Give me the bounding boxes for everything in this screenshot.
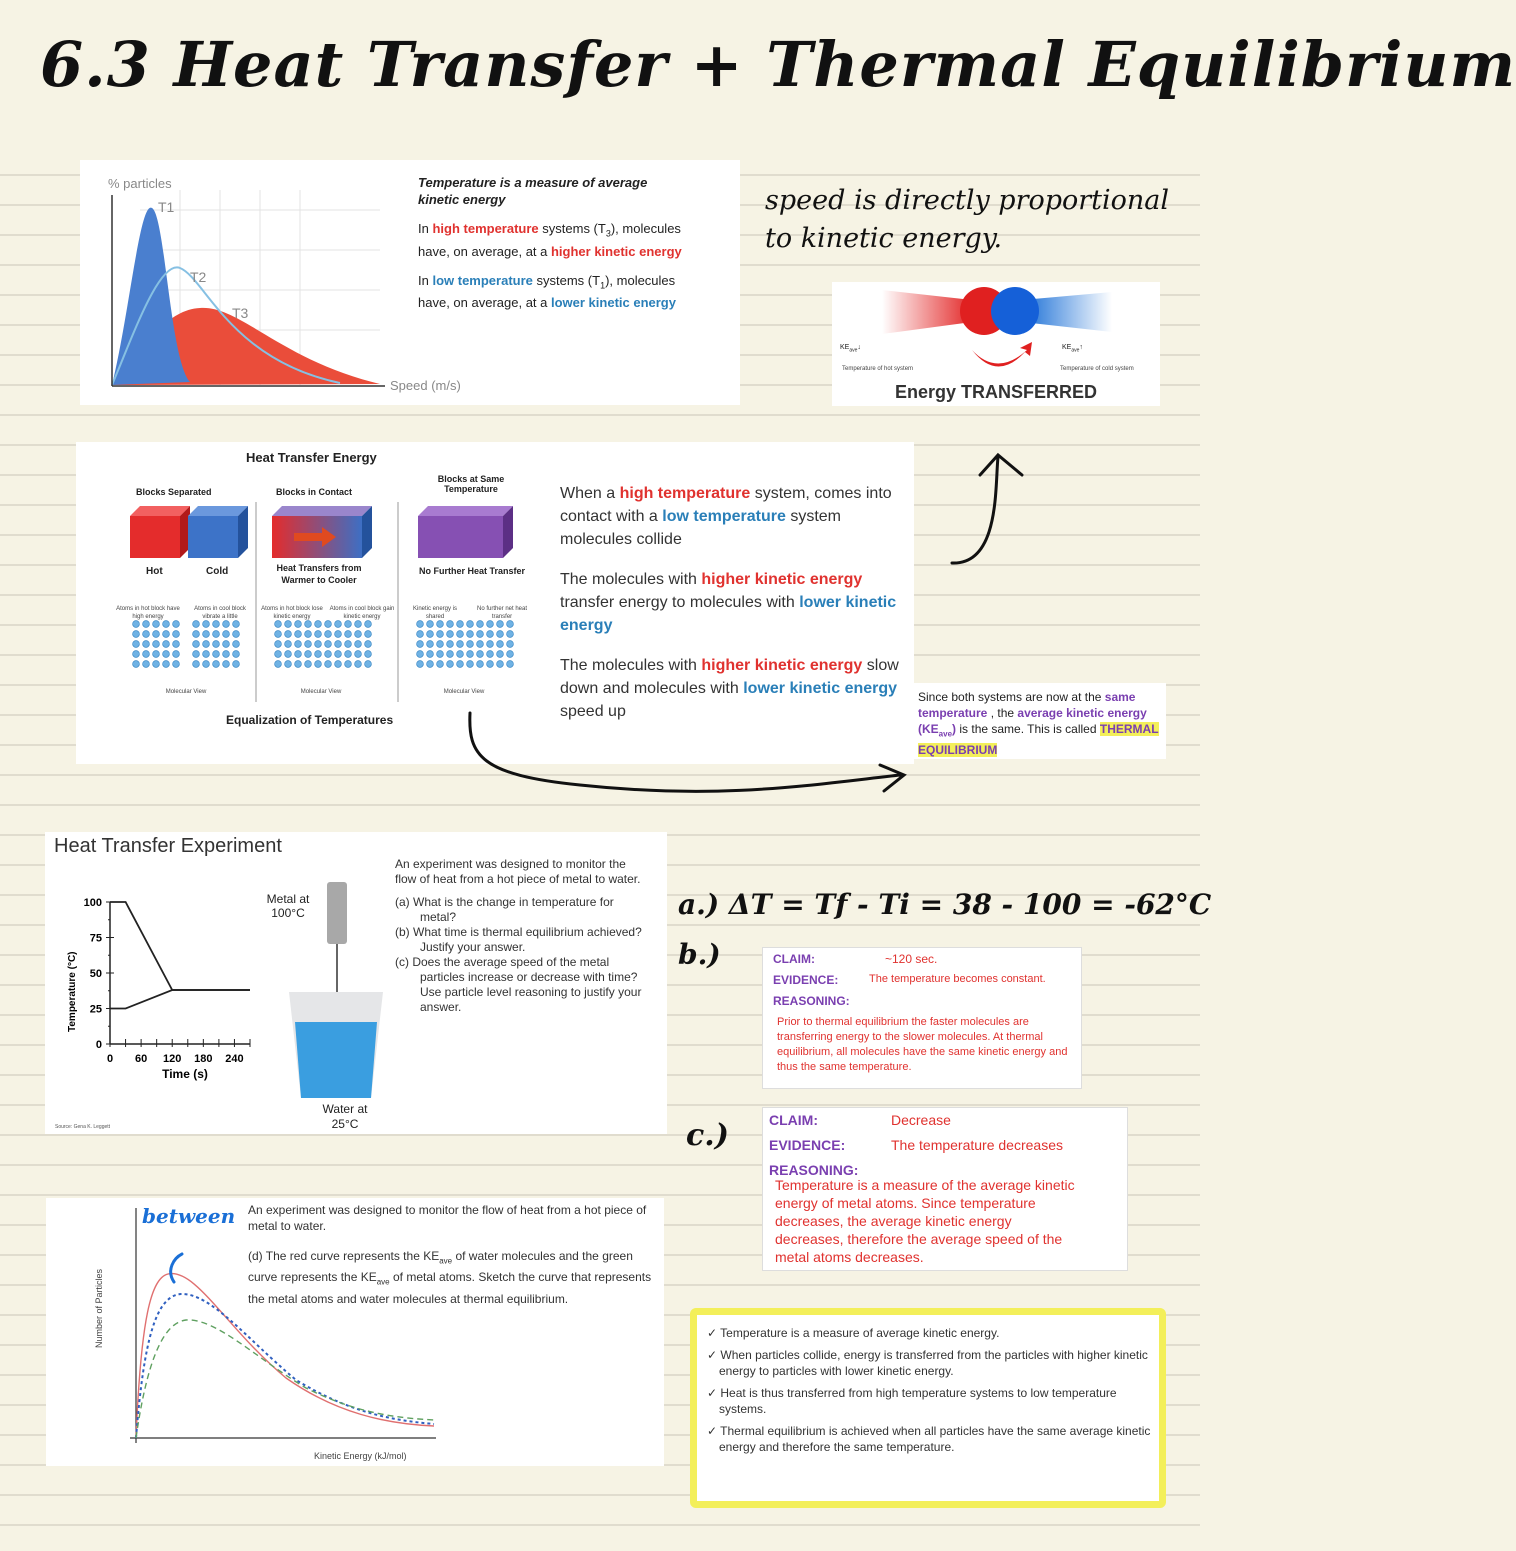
answer-a: a.) ΔT = Tf - Ti = 38 - 100 = -62°C [678, 888, 1212, 921]
atoms-note-2: Atoms in cool block vibrate a little [194, 606, 246, 620]
maxwell-boltzmann-graph [80, 160, 461, 405]
equilibrium-text: Since both systems are now at the same temperature , the average kinetic energy $(KE_{ave})$ is the same. This is called THERMAL EQUILIBRIUM [918, 690, 1159, 758]
metal-label: Metal at 100°C [266, 892, 310, 920]
cer-c-claim: Decrease [891, 1112, 951, 1128]
source-label: Source: Gena K. Leggett [55, 1124, 111, 1130]
chart-axes [110, 902, 250, 1044]
question-d: (d) The red curve represents the $KE_{ave}$ of water molecules and the green curve represents the $KE_{ave}$ of metal atoms. Sketch the curve that represents the metal atoms and water molecules at thermal equilibrium. [248, 1249, 652, 1306]
water-temperature-line [110, 990, 250, 1009]
thermal-equilibrium-note [912, 683, 1166, 759]
summary-item: ✓ When particles collide, energy is transferred from the particles with higher kinetic energy to particles with lower kinetic energy. [707, 1348, 1148, 1378]
slowdown-paragraph: The molecules with higher kinetic energy slow down and molecules with lower kinetic energy speed up [560, 657, 899, 720]
cold-system-label: Temperature of cold system [1060, 366, 1134, 372]
curve-label-t2: T2 [190, 269, 207, 285]
left-ke-label: $KE_{ave}↓$ [840, 344, 861, 354]
cer-b-evidence-label: EVIDENCE: [773, 973, 839, 987]
col2-caption: Heat Transfers from Warmer to Cooler [276, 563, 362, 585]
cer-b-box [762, 947, 1082, 1089]
y-tick-label: 25 [89, 1003, 102, 1016]
hand-arrow-right [460, 705, 920, 805]
curve-label-t3: T3 [232, 305, 249, 321]
atoms-note-6: No further net heat transfer [476, 606, 528, 620]
chart-x-label: Time (s) [162, 1067, 208, 1081]
y-tick-label: 50 [89, 968, 102, 980]
summary-item: ✓ Heat is thus transferred from high temperature systems to low temperature systems. [707, 1386, 1117, 1416]
col1-title: Blocks Separated [136, 487, 212, 497]
distribution-x-label: Kinetic Energy (kJ/mol) [314, 1451, 407, 1461]
molecular-view-3: Molecular View [443, 689, 485, 695]
cold-block [188, 516, 238, 558]
y-tick-label: 75 [89, 932, 102, 945]
cer-c-box [762, 1107, 1128, 1271]
equal-temperature-blocks [418, 516, 503, 558]
cer-c-claim-label: CLAIM: [769, 1112, 818, 1128]
hot-system-label: Temperature of hot system [842, 366, 914, 372]
cold-particle [991, 287, 1039, 335]
x-tick-label: 120 [163, 1053, 182, 1065]
summary-box [690, 1308, 1166, 1508]
cer-b-reasoning-label: REASONING: [773, 994, 850, 1008]
low-temp-text: In low temperature systems $(T_1)$, molecules have, on average, at a lower kinetic energy [418, 272, 676, 311]
collision-paragraph: When a high temperature system, comes into contact with a low temperature system molecules collide [560, 485, 892, 548]
x-tick-label: 240 [225, 1053, 244, 1065]
answer-c-label: c.) [686, 1118, 729, 1153]
cer-b-claim: ~120 sec. [885, 952, 938, 966]
y-tick-label: 0 [95, 1039, 102, 1051]
distribution-y-label: Number of Particles [94, 1268, 104, 1348]
heat-transfer-experiment-card [45, 832, 667, 1134]
transfer-arrow-icon [972, 342, 1032, 367]
hot-block [130, 516, 180, 558]
temperature-time-chart [55, 872, 255, 1112]
energy-transferred-card [832, 282, 1160, 406]
hand-arrow-up [940, 445, 1040, 575]
heat-transfer-title: Heat Transfer Energy [246, 450, 377, 465]
equilibrium-ke-curve [136, 1294, 434, 1438]
ke-graph-x-label: Speed (m/s) [390, 378, 461, 393]
col3-caption: No Further Heat Transfer [418, 566, 526, 576]
y-tick-label: 100 [83, 897, 102, 909]
x-tick-label: 60 [134, 1053, 148, 1065]
beaker-illustration [283, 876, 403, 1126]
experiment-title: Heat Transfer Experiment [54, 835, 282, 857]
x-tick-label: 180 [194, 1053, 213, 1065]
chart-y-label: Temperature (°C) [67, 951, 78, 1032]
question-c: (c) Does the average speed of the metal particles increase or decrease with time? Use particle level reasoning to justify your answer. [395, 955, 642, 1014]
atoms-note-5: Kinetic energy is shared [412, 606, 458, 620]
answer-b-label: b.) [678, 938, 721, 971]
equalization-caption: Equalization of Temperatures [226, 713, 394, 727]
summary-item: ✓ Thermal equilibrium is achieved when all particles have the same average kinetic energy and therefore the same temperature. [707, 1424, 1151, 1454]
metal-probe [327, 882, 347, 944]
handwritten-speed-note: speed is directly proportional to kinetic energy. [765, 185, 1170, 254]
metal-ke-curve [136, 1320, 434, 1438]
handwritten-between-note: between [142, 1204, 236, 1228]
water-label: Water at 25°C [322, 1102, 368, 1131]
page-title: 6.3 Heat Transfer + Thermal Equilibrium [40, 28, 1516, 101]
curve-label-t1: T1 [158, 199, 175, 215]
atoms-note-4: Atoms in cool block gain kinetic energy [329, 606, 395, 620]
cer-c-evidence-label: EVIDENCE: [769, 1137, 846, 1153]
cer-c-reasoning: Temperature is a measure of the average kinetic energy of metal atoms. Since temperature decreases, the average kinetic energy decreases, therefore the average speed of the metal atoms decreases. [775, 1177, 1075, 1265]
question-b: (b) What time is thermal equilibrium achieved? Justify your answer. [395, 925, 642, 954]
ke-graph-heading: Temperature is a measure of average kinetic energy [418, 175, 648, 207]
energy-transferred-label: Energy TRANSFERRED [894, 382, 1098, 402]
distribution-intro: An experiment was designed to monitor the flow of heat from a hot piece of metal to water. [248, 1203, 647, 1233]
atoms-note-3: Atoms in hot block lose kinetic energy [261, 606, 323, 620]
x-tick-label: 0 [106, 1053, 114, 1065]
high-temp-text: In high temperature systems $(T_3)$, molecules have, on average, at a higher kinetic energy [418, 221, 682, 259]
col2-title: Blocks in Contact [276, 487, 353, 497]
atoms-note-1: Atoms in hot block have high energy [116, 606, 180, 620]
cer-c-evidence: The temperature decreases [891, 1137, 1063, 1153]
transfer-paragraph: The molecules with higher kinetic energy transfer energy to molecules with lower kinetic energy [560, 571, 897, 634]
cer-c-reasoning-label: REASONING: [769, 1162, 859, 1178]
hot-label: Hot [146, 566, 163, 577]
molecular-view-2: Molecular View [300, 689, 342, 695]
summary-item: ✓ Temperature is a measure of average kinetic energy. [707, 1326, 1000, 1340]
cer-b-reasoning: Prior to thermal equilibrium the faster molecules are transferring energy to the slower molecules. At thermal equilibrium, all molecules have the same kinetic energy and thus the same temperature. [777, 1016, 1068, 1073]
question-a: (a) What is the change in temperature for metal? [395, 895, 614, 924]
molecular-view-1: Molecular View [165, 689, 207, 695]
cer-b-claim-label: CLAIM: [773, 952, 815, 966]
metal-temperature-line [110, 902, 250, 990]
right-ke-label: $KE_{ave}↑$ [1062, 344, 1083, 354]
ke-distribution-question-card [46, 1198, 664, 1466]
ke-graph-y-label: % particles [108, 176, 172, 191]
water [295, 1022, 377, 1098]
cer-b-evidence: The temperature becomes constant. [869, 973, 1046, 985]
cold-label: Cold [206, 566, 229, 577]
col3-title: Blocks at Same Temperature [437, 474, 505, 494]
ke-distribution-card [80, 160, 740, 405]
thermal-equilibrium-highlight: THERMAL EQUILIBRIUM [918, 722, 1159, 758]
experiment-intro: An experiment was designed to monitor the flow of heat from a hot piece of metal to water. [395, 857, 641, 886]
